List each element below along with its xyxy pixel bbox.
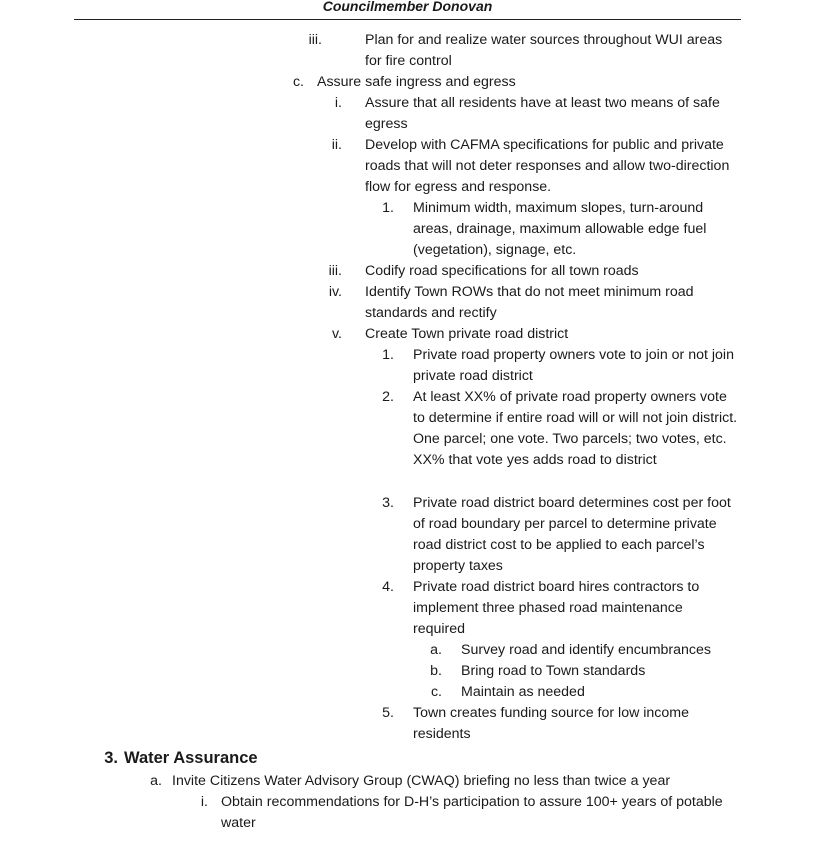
list-marker: iii.	[328, 263, 342, 279]
section-title: Water Assurance	[124, 749, 258, 767]
list-marker: iv.	[328, 284, 342, 300]
list-item-text: Maintain as needed	[461, 684, 585, 700]
list-marker: 2.	[382, 389, 394, 405]
list-marker: 1.	[382, 347, 394, 363]
list-item	[378, 577, 738, 640]
list-item-text: Identify Town ROWs that do not meet minimum road standards and rectify	[365, 284, 694, 321]
list-item-text: Private road district board hires contractors to implement three phased road maintenance required	[413, 579, 700, 637]
list-marker: 4.	[382, 579, 394, 595]
list-item-text: At least XX% of private road property owners vote to determine if entire road will or will not join district. One parcel; one vote. Two parcels; two votes, etc. XX% that vote yes adds road to district	[413, 389, 738, 468]
list-item	[426, 661, 746, 682]
list-item	[330, 261, 730, 282]
list-marker: iii.	[308, 32, 322, 48]
list-item	[378, 198, 738, 261]
list-item-text: Minimum width, maximum slopes, turn-around areas, drainage, maximum allowable edge fuel (vegetation), signage, etc.	[413, 200, 707, 258]
list-item-text: Develop with CAFMA specifications for public and private roads that will not deter responses and allow two-direction flow for egress and response.	[365, 137, 730, 195]
list-item	[290, 72, 730, 93]
list-item-text: Bring road to Town standards	[461, 663, 646, 679]
list-item-text: Invite Citizens Water Advisory Group (CWAQ) briefing no less than twice a year	[172, 773, 671, 789]
list-item-text: Assure safe ingress and egress	[317, 74, 516, 90]
list-marker: c.	[292, 74, 304, 90]
list-marker: i.	[334, 95, 342, 111]
list-item	[308, 30, 730, 72]
list-item	[378, 493, 738, 577]
list-marker: ii.	[331, 137, 342, 153]
list-item	[186, 792, 726, 834]
list-marker: v.	[332, 326, 342, 342]
list-item-text: Create Town private road district	[365, 326, 569, 342]
list-item-text: Plan for and realize water sources throughout WUI areas for fire control	[365, 32, 723, 69]
list-marker: 5.	[382, 705, 394, 721]
list-item	[426, 682, 746, 703]
list-item-text: Private road district board determines cost per foot of road boundary per parcel to determine private road district cost to be applied to each parcel’s property taxes	[413, 495, 731, 574]
list-item-text: Assure that all residents have at least two means of safe egress	[365, 95, 720, 132]
list-item-text: Survey road and identify encumbrances	[461, 642, 711, 658]
list-item	[330, 135, 730, 198]
list-item	[378, 703, 738, 745]
list-item	[146, 771, 766, 792]
header-title: Councilmember Donovan	[322, 0, 493, 14]
list-item	[330, 282, 730, 324]
list-marker: i.	[200, 794, 208, 810]
list-marker: a.	[150, 773, 162, 789]
list-item	[330, 93, 730, 135]
list-item	[330, 324, 730, 345]
list-item-text: Private road property owners vote to join or not join private road district	[413, 347, 734, 384]
list-item	[426, 640, 746, 661]
list-item	[378, 345, 738, 387]
section-number: 3.	[104, 749, 118, 767]
list-item-text: Town creates funding source for low income residents	[413, 705, 690, 742]
list-marker: b.	[430, 663, 442, 679]
list-marker: 3.	[382, 495, 394, 511]
section-heading	[100, 747, 500, 769]
page-header	[74, 0, 741, 20]
list-marker: 1.	[382, 200, 394, 216]
list-marker: a.	[430, 642, 442, 658]
list-item	[378, 387, 740, 471]
list-item-text: Codify road specifications for all town roads	[365, 263, 639, 279]
list-marker: c.	[430, 684, 442, 700]
list-item-text: Obtain recommendations for D-H’s participation to assure 100+ years of potable water	[221, 794, 723, 831]
